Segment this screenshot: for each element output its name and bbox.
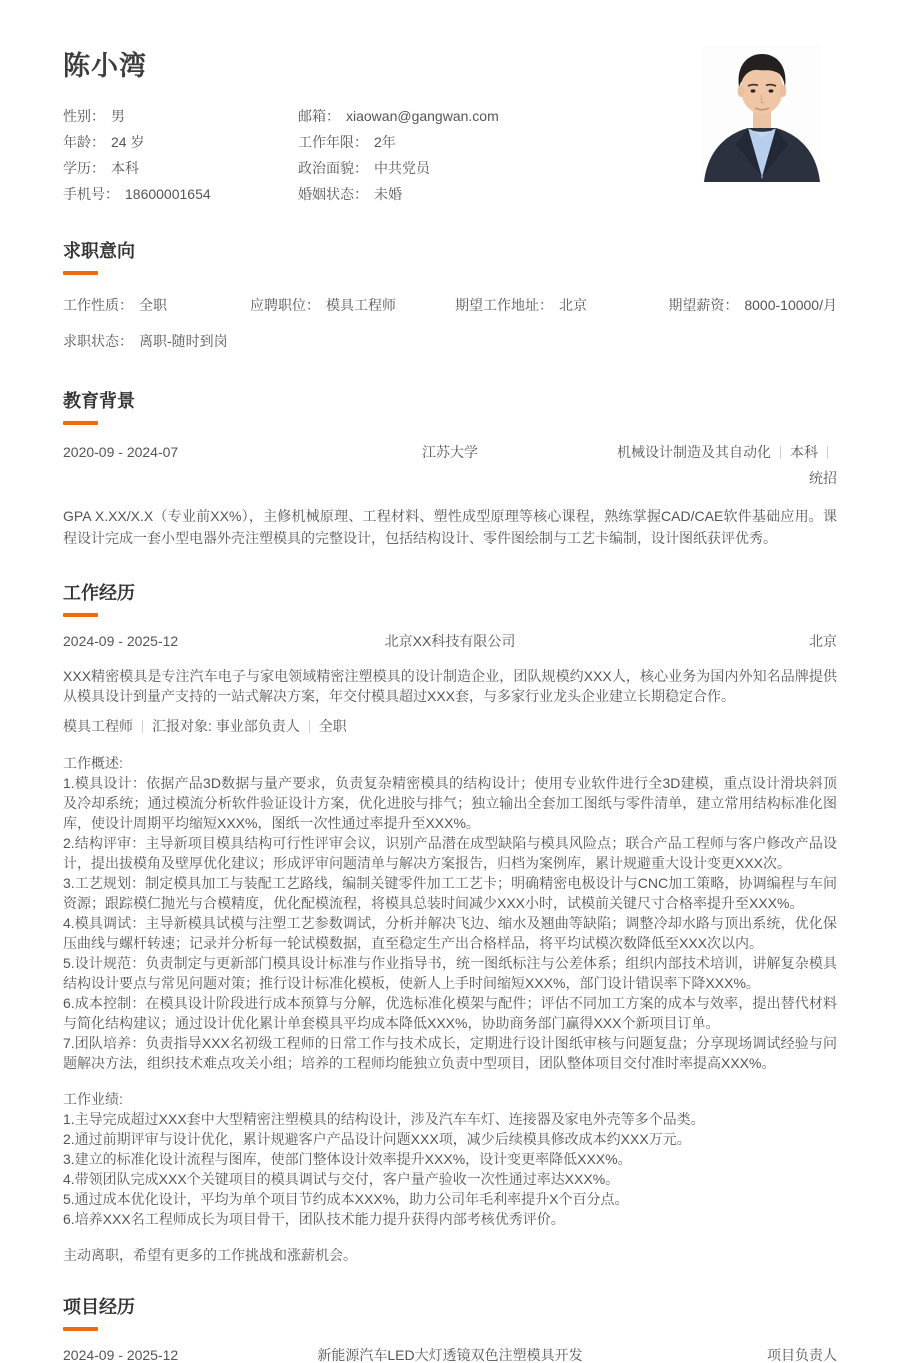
- section-title-underline: [63, 271, 98, 275]
- info-label: 婚姻状态：: [298, 186, 368, 202]
- company-introduction: XXX精密模具是专注汽车电子与家电领域精密注塑模具的设计制造企业，团队规模约XXX人，核心业务为国内外知名品牌提供从模具设计到量产支持的一站式解决方案，年交付模具超过XXX套，与多家行业龙头企业建立长期稳定合作。: [63, 668, 837, 704]
- candidate-name: 陈小湾: [63, 51, 147, 81]
- work-position: 模具工程师: [63, 718, 133, 734]
- intent-status: [63, 333, 837, 349]
- work-achievement-item: 3.建立的标准化设计流程与图库，使部门整体设计效率提升XXX%，设计变更率降低XXX%。: [63, 1151, 632, 1167]
- intent-value: 全职: [139, 297, 167, 313]
- info-label: 政治面貌：: [298, 160, 368, 176]
- work-overview-item: 5.设计规范：负责制定与更新部门模具设计标准与作业指导书，统一图纸标注与公差体系；组织内部技术培训，讲解复杂模具结构设计要点与常见问题对策；推行设计标准化模板，使新人上手时间缩短XXX%，部门设计错误率下降XXX%。: [63, 955, 837, 991]
- work-achievement-item: 2.通过前期评审与设计优化，累计规避客户产品设计问题XXX项，减少后续模具修改成本约XXX万元。: [63, 1131, 691, 1147]
- spacer: [63, 1073, 837, 1089]
- intent-value: 离职-随时到岗: [139, 333, 228, 349]
- separator: [309, 720, 310, 733]
- intent-value: 北京: [559, 297, 587, 313]
- leave-reason: 主动离职，希望有更多的工作挑战和涨薪机会。: [63, 1247, 357, 1263]
- project-role: 项目负责人: [767, 1347, 837, 1363]
- work-report-to: 汇报对象: 事业部负责人: [152, 718, 300, 734]
- work-overview-item: 1.模具设计：依据产品3D数据与量产要求，负责复杂精密模具的结构设计；使用专业软件进行全3D建模，重点设计滑块斜顶及冷却系统；通过模流分析软件验证设计方案，优化进胶与排气；独立输出全套加工图纸与零件清单，建立常用结构标准化图库，使设计周期平均缩短XXX%，图纸一次性通过率提升至XXX%。: [63, 775, 837, 831]
- info-phone: [63, 185, 298, 203]
- separator: [142, 720, 143, 733]
- section-title-education: 教育背景: [63, 391, 135, 411]
- info-value: 18600001654: [125, 186, 211, 202]
- work-achievements-block: [63, 1089, 837, 1229]
- section-title-project: 项目经历: [63, 1297, 135, 1317]
- intent-label: 期望工作地址：: [455, 297, 553, 313]
- section-title-underline: [63, 613, 98, 617]
- work-overview-item: 6.成本控制：在模具设计阶段进行成本预算与分解，优选标准化模架与配件；评估不同加工方案的成本与效率，提出替代材料与简化结构建议；通过设计优化累计单套模具平均成本降低XXX%，协助商务部门赢得XXX个新项目订单。: [63, 995, 837, 1031]
- info-value: 中共党员: [374, 160, 430, 176]
- info-label: 邮箱：: [298, 108, 340, 124]
- intent-location: [455, 297, 660, 313]
- section-title-underline: [63, 1327, 98, 1331]
- info-gender: [63, 107, 298, 125]
- profile-photo: [702, 45, 822, 182]
- separator: [780, 446, 781, 459]
- info-label: 工作年限：: [298, 134, 368, 150]
- section-title-underline: [63, 421, 98, 425]
- education-entry-header: [63, 439, 837, 491]
- section-work-experience: [63, 581, 837, 1265]
- work-period: 2024-09 - 2025-12: [63, 633, 179, 649]
- info-education: [63, 159, 298, 177]
- education-degree: 本科: [790, 444, 818, 460]
- project-entry-header: [63, 1347, 837, 1363]
- spacer: [63, 1229, 837, 1245]
- info-value: 2年: [374, 134, 396, 150]
- section-education: [63, 389, 837, 549]
- work-overview-title: 工作概述:: [63, 755, 123, 771]
- info-value: 24 岁: [111, 134, 145, 150]
- intent-label: 期望薪资：: [668, 297, 739, 313]
- intent-job-type: [63, 297, 250, 313]
- project-period: 2024-09 - 2025-12: [63, 1347, 179, 1363]
- work-achievement-item: 5.通过成本优化设计，平均为单个项目节约成本XXX%，助力公司年毛利率提升X个百分点。: [63, 1191, 629, 1207]
- info-value: 本科: [111, 160, 139, 176]
- info-label: 学历：: [63, 160, 105, 176]
- work-overview-block: [63, 753, 837, 1073]
- work-overview-item: 2.结构评审：主导新项目模具结构可行性评审会议，识别产品潜在成型缺陷与模具风险点；联合产品工程师与客户修改产品设计，提出拔模角及壁厚优化建议；形成评审问题清单与解决方案报告，归档为案例库，累计规避重大设计变更XXX次。: [63, 835, 837, 871]
- separator: [827, 446, 828, 459]
- intent-position: [250, 297, 455, 313]
- work-achievement-item: 1.主导完成超过XXX套中大型精密注塑模具的结构设计，涉及汽车车灯、连接器及家电外壳等多个品类。: [63, 1111, 705, 1127]
- project-name: 新能源汽车LED大灯透镜双色注塑模具开发: [317, 1347, 583, 1363]
- info-label: 手机号：: [63, 186, 119, 202]
- intent-label: 应聘职位：: [250, 297, 320, 313]
- section-job-intent: [63, 239, 837, 349]
- info-value: xiaowan@gangwan.com: [346, 108, 499, 124]
- section-project-experience: [63, 1295, 837, 1363]
- work-achievement-item: 6.培养XXX名工程师成长为项目骨干，团队技术能力提升获得内部考核优秀评价。: [63, 1211, 565, 1227]
- section-title-job-intent: 求职意向: [63, 241, 135, 261]
- education-major: 机械设计制造及其自动化: [617, 444, 771, 460]
- intent-value: 8000-10000/月: [744, 297, 837, 313]
- intent-value: 模具工程师: [326, 297, 396, 313]
- education-summary: GPA X.XX/X.X（专业前XX%），主修机械原理、工程材料、塑性成型原理等核心课程，熟练掌握CAD/CAE软件基础应用。课程设计完成一套小型电器外壳注塑模具的完整设计，包括结构设计、零件图绘制与工艺卡编制，设计图纸获评优秀。: [63, 508, 837, 546]
- work-position-line: [63, 718, 837, 734]
- info-value: 男: [111, 108, 125, 124]
- section-title-work: 工作经历: [63, 583, 135, 603]
- work-company: 北京XX科技有限公司: [384, 633, 516, 649]
- work-overview-item: 7.团队培养：负责指导XXX名初级工程师的日常工作与技术成长，定期进行设计图纸审核与问题复盘；分享现场调试经验与问题解决方法，组织技术难点攻关小组；培养的工程师均能独立负责中型项目，团队整体项目交付准时率提高XXX%。: [63, 1035, 837, 1071]
- work-employment-type: 全职: [318, 718, 347, 734]
- info-label: 年龄：: [63, 134, 105, 150]
- info-label: 性别：: [63, 108, 105, 124]
- job-intent-row-1: [63, 297, 837, 313]
- intent-salary: [660, 297, 837, 313]
- info-value: 未婚: [374, 186, 402, 202]
- intent-label: 工作性质：: [63, 297, 133, 313]
- work-entry-header: [63, 633, 837, 649]
- education-enrollment: 统招: [809, 470, 837, 486]
- education-period: 2020-09 - 2024-07: [63, 444, 179, 460]
- profile-photo-image: [702, 45, 822, 182]
- work-overview-item: 3.工艺规划：制定模具加工与装配工艺路线，编制关键零件加工工艺卡；明确精密电极设计与CNC加工策略，协调编程与车间资源；跟踪模仁抛光与合模精度，优化配模流程，将模具总装时间减少XXX小时，试模前关键尺寸合格率提升至XXX%。: [63, 875, 837, 911]
- info-marital-status: [298, 185, 837, 203]
- work-location: 北京: [809, 633, 837, 649]
- info-age: [63, 133, 298, 151]
- work-overview-item: 4.模具调试：主导新模具试模与注塑工艺参数调试，分析并解决飞边、缩水及翘曲等缺陷；调整冷却水路与顶出系统，优化保压曲线与螺杆转速；记录并分析每一轮试模数据，直至稳定生产出合格样品，将平均试模次数降低至XXX次以内。: [63, 915, 837, 951]
- work-achievements-title: 工作业绩:: [63, 1091, 123, 1107]
- education-major-degree: [617, 439, 837, 491]
- education-school: 江苏大学: [422, 444, 478, 460]
- work-achievement-item: 4.带领团队完成XXX个关键项目的模具调试与交付，客户量产验收一次性通过率达XXX%。: [63, 1171, 620, 1187]
- intent-label: 求职状态：: [63, 333, 133, 349]
